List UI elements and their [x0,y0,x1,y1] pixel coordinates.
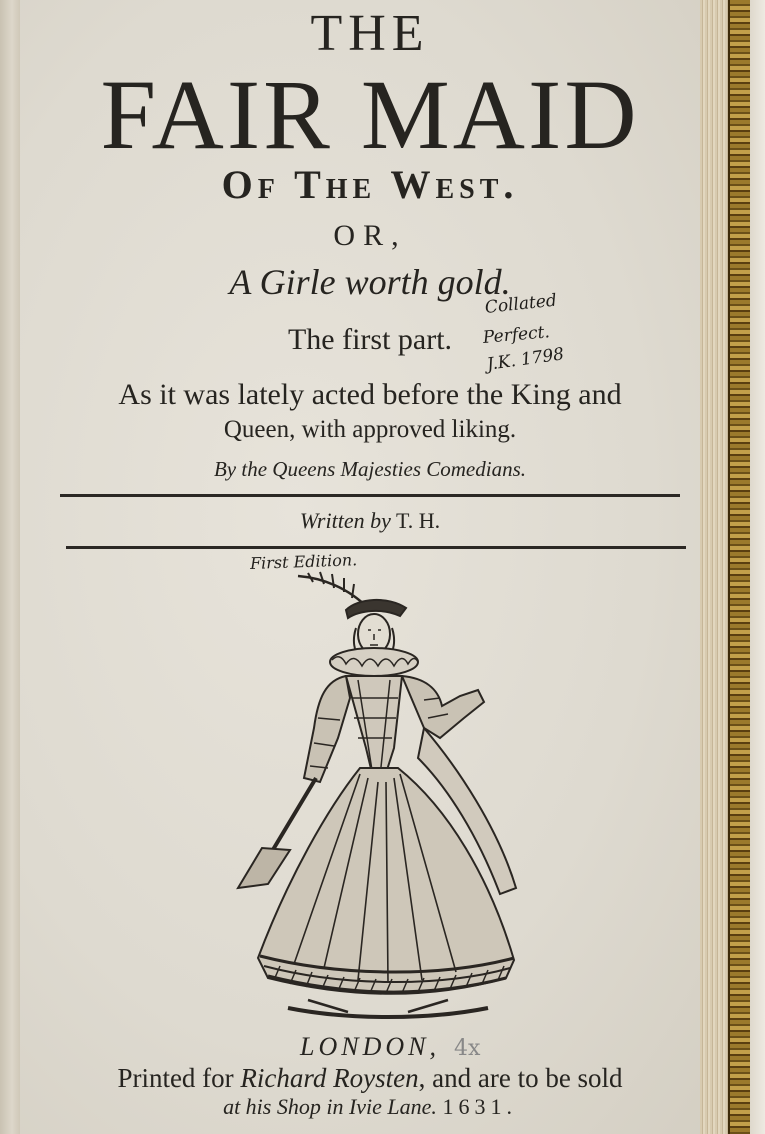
first-part: The first part. [287,323,453,356]
author-initials: T. H. [395,508,441,533]
title-west: Of The West. [221,162,519,207]
cover-edge [750,0,765,1134]
margin-pencil-note: 4x [454,1036,481,1061]
title-main: FAIR MAID [100,59,640,170]
title-or: OR, [333,219,407,252]
comedians-line: By the Queens Majesties Comedians. [213,457,527,481]
printed-for-label: Printed for [117,1063,234,1093]
handwritten-first-edition: First Edition. [249,550,358,573]
sold-label: , and are to be sold [418,1063,623,1093]
handwritten-collated: Collated [483,290,558,318]
handwritten-perfect: Perfect. [482,322,551,348]
publisher-name: Richard Roysten [240,1063,419,1093]
shop-address: at his Shop in Ivie Lane. [223,1094,437,1119]
written-by-label: Written by [299,508,391,533]
gilt-binding-edge [728,0,752,1134]
imprint-shop-line [30,1092,710,1122]
divider-rule-top [60,494,680,497]
author-line [30,506,710,536]
handwritten-initials-date: J.K. 1798 [485,344,566,375]
imprint-london: LONDON, [300,1032,440,1061]
queen-line: Queen, with approved liking. [223,416,517,443]
title-the: THE [310,5,430,62]
woodcut-illustration [228,568,528,1028]
imprint-printed-for [30,1060,710,1096]
subtitle: A Girle worth gold. [229,262,511,302]
divider-rule-bottom [66,546,686,549]
acted-line: As it was lately acted before the King and [118,378,622,411]
left-book-edge [0,0,20,1134]
imprint-year: 1631. [442,1094,517,1119]
